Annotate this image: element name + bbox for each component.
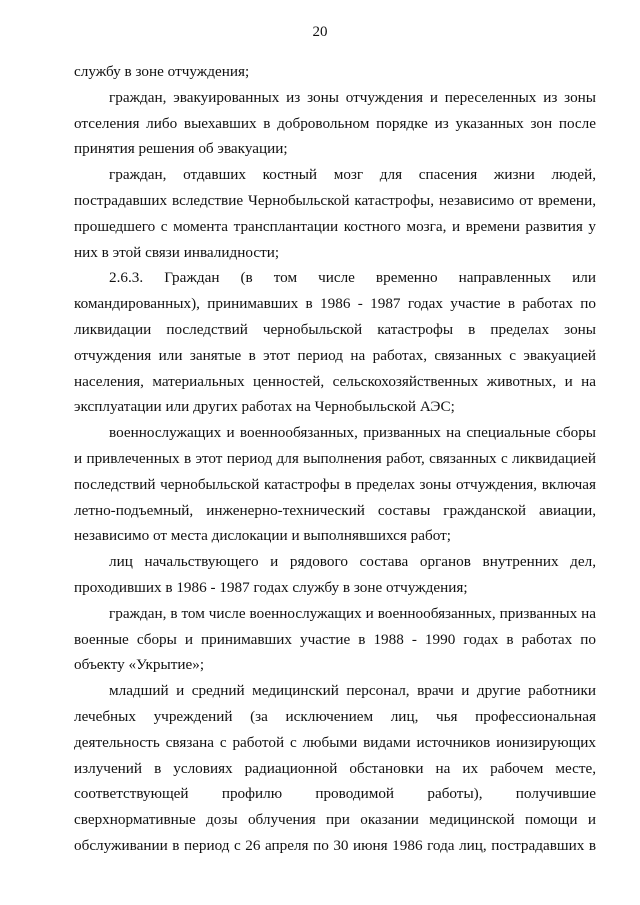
paragraph-internal-affairs-staff: лиц начальствующего и рядового состава органов внутренних дел, проходивших в 1986 - 1987 годах службу в зоне отчуждения;	[74, 553, 596, 596]
paragraph-continuation: службу в зоне отчуждения;	[74, 63, 250, 80]
paragraph-clause-2-6-3: 2.6.3. Граждан (в том числе временно направленных или командированных), принимавших в 1986 - 1987 годах участие в работах по ликвидации последствий чернобыльской катастрофы в пределах зоны отчуждения или занятые в этот период на работах, связанных с эвакуацией населения, материальных ценностей, сельскохозяйственных животных, и на эксплуатации или других работах на Чернобыльской АЭС;	[74, 269, 596, 416]
paragraph-medical-personnel: младший и средний медицинский персонал, врачи и другие работники лечебных учреждений (за исключением лиц, чья профессиональная деятельность связана с работой с любыми видами источников ионизирующих излучений в условиях радиационной обстановки на их рабочем месте, соответствующей профилю проводимой работы), получившие сверхнормативные дозы облучения при оказании медицинской помощи и обслуживании в период с 26 апреля по 30 июня 1986 года лиц, пострадавших в	[74, 682, 596, 854]
document-body	[74, 59, 596, 859]
paragraph-shelter-object-workers: граждан, в том числе военнослужащих и военнообязанных, призванных на военные сборы и принимавших участие в 1988 - 1990 годах в работах по объекту «Укрытие»;	[74, 604, 596, 674]
paragraph-military-personnel: военнослужащих и военнообязанных, призванных на специальные сборы и привлеченных в этот период для выполнения работ, связанных с ликвидацией последствий чернобыльской катастрофы в пределах зоны отчуждения, включая летно-подъемный, инженерно-технический составы гражданской авиации, независимо от места дислокации и выполнявшихся работ;	[74, 424, 596, 545]
paragraph-bone-marrow-donors: граждан, отдавших костный мозг для спасения жизни людей, пострадавших вследствие Чернобыльской катастрофы, независимо от времени, прошедшего с момента трансплантации костного мозга, и времени развития у них в этой связи инвалидности;	[74, 166, 596, 261]
paragraph-evacuated-citizens: граждан, эвакуированных из зоны отчуждения и переселенных из зоны отселения либо выехавших в добровольном порядке из указанных зон после принятия решения об эвакуации;	[74, 88, 596, 158]
page-number: 20	[312, 24, 328, 40]
